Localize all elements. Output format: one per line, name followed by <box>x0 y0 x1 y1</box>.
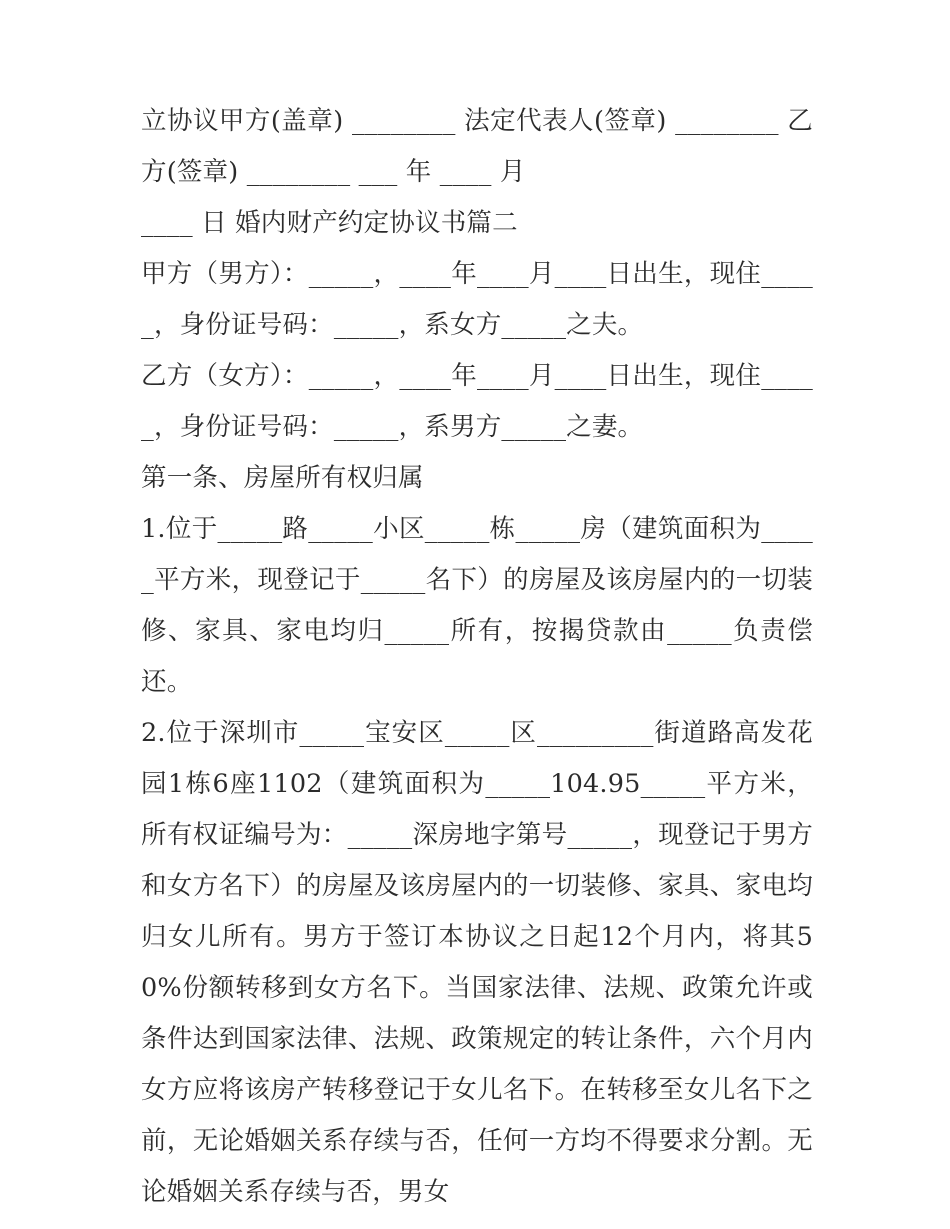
paragraph-article-one-item-1: 1.位于_____路_____小区_____栋_____房（建筑面积为_____平方米，现登记于_____名下）的房屋及该房屋内的一切装修、家具、家电均归_____所有，按揭贷款由_____负责偿还。 <box>141 514 813 697</box>
paragraph-signature-block: 立协议甲方(盖章) ________ 法定代表人(签章) ________ 乙方(签章) ________ ___ 年 ____ 月 <box>141 106 813 187</box>
paragraph-party-b: 乙方（女方）：_____，____年____月____日出生，现住_____，身份证号码：_____，系男方_____之妻。 <box>141 361 813 442</box>
paragraph-section-heading: ____ 日 婚内财产约定协议书篇二 <box>141 208 518 238</box>
paragraph-article-one-title: 第一条、房屋所有权归属 <box>141 463 424 493</box>
document-text-body <box>141 96 813 1218</box>
paragraph-article-one-item-2: 2.位于深圳市_____宝安区_____区_________街道路高发花园1栋6座1102（建筑面积为_____104.95_____平方米，所有权证编号为：_____深房地字第号_____，现登记于男方和女方名下）的房屋及该房屋内的一切装修、家具、家电均归女儿所有。男方于签订本协议之日起12个月内，将其50%份额转移到女方名下。当国家法律、法规、政策允许或条件达到国家法律、法规、政策规定的转让条件，六个月内女方应将该房产转移登记于女儿名下。在转移至女儿名下之前，无论婚姻关系存续与否，任何一方均不得要求分割。无论婚姻关系存续与否，男女 <box>141 718 813 1207</box>
paragraph-party-a: 甲方（男方）：_____，____年____月____日出生，现住_____，身份证号码：_____，系女方_____之夫。 <box>141 259 813 340</box>
